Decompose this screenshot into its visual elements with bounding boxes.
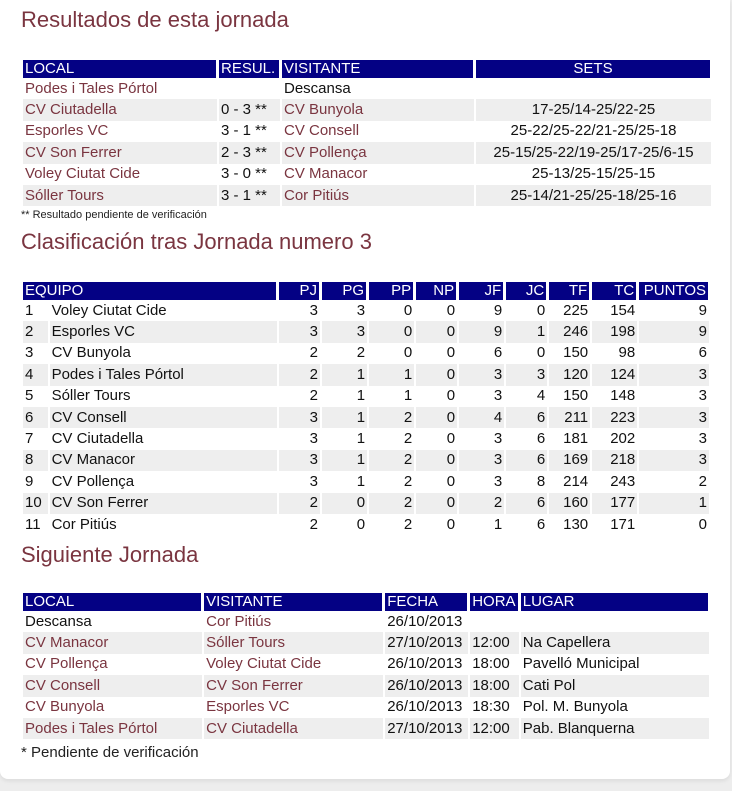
visitor-team-link[interactable]: CV Manacor (284, 165, 368, 183)
standings-row (23, 471, 709, 492)
stat-pp: 2 (369, 450, 414, 471)
visitor-team-link[interactable]: CV Pollença (282, 142, 474, 163)
match-date: 26/10/2013 (387, 655, 463, 673)
table-row (23, 164, 711, 185)
stat-pj: 2 (309, 515, 319, 533)
match-time (470, 611, 519, 632)
stat-pg: 3 (322, 321, 367, 342)
stat-jc: 6 (536, 430, 546, 448)
team-name: Cor Pitiús (51, 515, 117, 533)
visitor-team-link[interactable]: Sóller Tours (204, 632, 383, 653)
bye-label: Descansa (25, 612, 92, 630)
stat-pts: 3 (639, 407, 709, 428)
fixture-row (23, 611, 709, 632)
fixture-row (23, 697, 709, 718)
col-header-sets: SETS (476, 60, 711, 78)
stat-tf: 130 (563, 515, 589, 533)
results-table (21, 60, 713, 206)
stat-pg: 1 (322, 407, 367, 428)
stat-pts: 3 (639, 450, 709, 471)
standings-row (23, 514, 709, 535)
stat-np: 0 (446, 515, 456, 533)
match-date: 26/10/2013 (387, 612, 463, 630)
match-time: 18:00 (472, 655, 510, 673)
stat-np: 0 (416, 364, 457, 385)
team-name: Voley Ciutat Cide (51, 301, 167, 319)
stat-pts: 0 (698, 515, 707, 533)
set-scores (476, 78, 711, 99)
match-time: 12:00 (470, 632, 519, 653)
table-row (23, 121, 711, 142)
col-header-local: LOCAL (23, 593, 202, 611)
stat-jc: 0 (536, 344, 546, 362)
stat-np: 0 (416, 321, 457, 342)
stat-pp: 0 (369, 321, 414, 342)
fixture-row (23, 654, 709, 675)
bye-label: Descansa (284, 79, 351, 97)
stat-tc: 148 (610, 387, 636, 405)
table-row (23, 185, 711, 206)
local-team-link[interactable]: Podes i Tales Pórtol (23, 718, 202, 739)
col-header-visitor: VISITANTE (282, 60, 474, 78)
local-team-link[interactable]: CV Manacor (23, 632, 202, 653)
standings-row (23, 321, 709, 342)
fixture-row (23, 675, 709, 696)
stat-pg: 1 (322, 450, 367, 471)
stat-tf: 225 (563, 301, 589, 319)
table-row (23, 99, 711, 120)
position: 4 (23, 364, 48, 385)
col-header-visitor: VISITANTE (204, 593, 383, 611)
standings-row (23, 407, 709, 428)
standings-row (23, 343, 709, 364)
stat-pj: 3 (279, 407, 320, 428)
local-team-link[interactable]: CV Pollença (25, 655, 108, 673)
stat-tc: 202 (610, 430, 636, 448)
results-footnote: ** Resultado pendiente de verificación (21, 209, 207, 221)
stat-pg: 1 (356, 387, 366, 405)
table-row (23, 78, 711, 99)
stat-tc: 218 (592, 450, 637, 471)
standings-title: Clasificación tras Jornada numero 3 (21, 229, 372, 254)
stat-jc: 1 (506, 321, 547, 342)
stat-pj: 2 (279, 364, 320, 385)
stat-pj: 3 (279, 450, 320, 471)
team-name: CV Pollença (51, 472, 135, 490)
stat-jf: 4 (459, 407, 504, 428)
stat-pts: 3 (698, 430, 707, 448)
stat-tc: 124 (592, 364, 637, 385)
results-body (23, 78, 711, 206)
team-name: Podes i Tales Pórtol (50, 364, 277, 385)
stat-pts: 3 (639, 364, 709, 385)
stat-np: 0 (446, 344, 456, 362)
stat-pp: 1 (369, 364, 414, 385)
next-round-footnote: * Pendiente de verificación (21, 744, 199, 761)
col-header-pj: PJ (279, 282, 320, 300)
stat-pp: 0 (403, 301, 413, 319)
stat-jc: 4 (536, 387, 546, 405)
stat-pp: 2 (369, 493, 414, 514)
stat-tf: 150 (563, 344, 589, 362)
local-team-link[interactable]: CV Consell (23, 675, 202, 696)
visitor-team-link[interactable]: CV Ciutadella (204, 718, 383, 739)
stat-pts: 3 (698, 387, 707, 405)
stat-pj: 2 (279, 493, 320, 514)
match-date: 27/10/2013 (385, 632, 468, 653)
match-venue: Pab. Blanquerna (521, 718, 709, 739)
stat-jc: 0 (536, 301, 546, 319)
standings-row (23, 300, 709, 321)
set-scores: 25-22/25-22/21-25/25-18 (510, 122, 677, 140)
col-header-pg: PG (322, 282, 367, 300)
visitor-team-link[interactable]: Cor Pitiús (282, 185, 474, 206)
stat-jc: 6 (506, 450, 547, 471)
stat-np: 0 (446, 301, 456, 319)
next-round-body (23, 611, 709, 739)
stat-pts: 9 (639, 321, 709, 342)
col-header-team: EQUIPO (23, 282, 277, 300)
team-name: CV Manacor (50, 450, 277, 471)
position: 5 (25, 387, 34, 405)
standings-body (23, 300, 709, 535)
stat-pg: 3 (356, 301, 366, 319)
stat-tc: 177 (592, 493, 637, 514)
stat-np: 0 (416, 450, 457, 471)
stat-pj: 3 (309, 301, 319, 319)
table-row (23, 142, 711, 163)
match-result (219, 78, 280, 99)
stat-jc: 3 (506, 364, 547, 385)
position: 9 (25, 472, 34, 490)
visitor-team-link[interactable]: CV Consell (284, 122, 360, 140)
col-header-jf: JF (459, 282, 504, 300)
local-team-link[interactable]: CV Son Ferrer (23, 142, 217, 163)
match-venue (521, 611, 709, 632)
local-team-link[interactable]: CV Bunyola (25, 698, 105, 716)
set-scores: 25-14/21-25/25-18/25-16 (476, 185, 711, 206)
stat-pj: 2 (309, 387, 319, 405)
stat-jf: 3 (493, 430, 503, 448)
position: 6 (23, 407, 48, 428)
local-team-link[interactable]: CV Ciutadella (23, 99, 217, 120)
stat-jc: 8 (536, 472, 546, 490)
stat-np: 0 (446, 472, 456, 490)
stat-jc: 6 (536, 515, 546, 533)
match-result: 2 - 3 ** (219, 142, 280, 163)
stat-pj: 3 (309, 472, 319, 490)
stat-tf: 246 (549, 321, 590, 342)
results-header-row (23, 60, 711, 78)
match-time: 12:00 (470, 718, 519, 739)
team-name: CV Ciutadella (51, 430, 144, 448)
results-title: Resultados de esta jornada (21, 7, 289, 32)
stat-pts: 1 (639, 493, 709, 514)
stat-tc: 198 (592, 321, 637, 342)
stat-tf: 120 (549, 364, 590, 385)
stat-tf: 211 (549, 407, 590, 428)
local-team-link[interactable]: Sóller Tours (23, 185, 217, 206)
stat-np: 0 (416, 407, 457, 428)
stat-pg: 1 (322, 364, 367, 385)
stat-tc: 243 (610, 472, 636, 490)
match-result: 3 - 1 ** (219, 185, 280, 206)
stat-jc: 6 (506, 407, 547, 428)
stat-pg: 2 (356, 344, 366, 362)
stat-tc: 223 (592, 407, 637, 428)
fixture-row (23, 632, 709, 653)
standings-row (23, 386, 709, 407)
col-header-local: LOCAL (23, 60, 217, 78)
stat-pg: 1 (356, 430, 366, 448)
stat-jf: 9 (459, 321, 504, 342)
position: 3 (25, 344, 34, 362)
next-round-header-row (23, 593, 709, 611)
position: 8 (23, 450, 48, 471)
stat-pts: 9 (698, 301, 707, 319)
stat-jf: 9 (493, 301, 503, 319)
position: 1 (25, 301, 34, 319)
standings-header-row (23, 282, 709, 300)
match-result: 3 - 1 ** (221, 122, 267, 140)
match-date: 27/10/2013 (385, 718, 468, 739)
match-venue: Cati Pol (521, 675, 709, 696)
stat-pj: 3 (309, 430, 319, 448)
match-time: 18:00 (470, 675, 519, 696)
team-name: Esporles VC (50, 321, 277, 342)
stat-tc: 171 (610, 515, 636, 533)
stat-pp: 0 (403, 344, 413, 362)
stat-jf: 2 (459, 493, 504, 514)
stat-jf: 3 (459, 450, 504, 471)
stat-tc: 98 (618, 344, 636, 362)
stat-jf: 3 (459, 364, 504, 385)
local-team-link[interactable]: Esporles VC (25, 122, 109, 140)
stat-jf: 3 (493, 387, 503, 405)
col-header-time: HORA (470, 593, 519, 611)
stat-pj: 3 (279, 321, 320, 342)
standings-row (23, 450, 709, 471)
stat-pj: 2 (309, 344, 319, 362)
standings-row (23, 428, 709, 449)
col-header-points: PUNTOS (639, 282, 709, 300)
stat-tf: 169 (549, 450, 590, 471)
set-scores: 17-25/14-25/22-25 (476, 99, 711, 120)
col-header-np: NP (416, 282, 457, 300)
stat-pts: 2 (698, 472, 707, 490)
standings-table (21, 282, 711, 535)
position: 10 (23, 493, 48, 514)
set-scores: 25-13/25-15/25-15 (531, 165, 656, 183)
stat-pg: 0 (322, 493, 367, 514)
stat-pp: 1 (403, 387, 413, 405)
match-venue: Pavelló Municipal (522, 655, 640, 673)
team-name: CV Consell (50, 407, 277, 428)
stat-pp: 2 (369, 407, 414, 428)
match-result: 0 - 3 ** (219, 99, 280, 120)
stat-jf: 6 (493, 344, 503, 362)
stat-pts: 6 (698, 344, 707, 362)
standings-row (23, 364, 709, 385)
stat-pp: 2 (403, 472, 413, 490)
stat-pg: 0 (356, 515, 366, 533)
team-name: Sóller Tours (51, 387, 131, 405)
visitor-team-link[interactable]: Esporles VC (206, 698, 290, 716)
stat-np: 0 (446, 387, 456, 405)
col-header-pp: PP (369, 282, 414, 300)
stat-pp: 2 (403, 430, 413, 448)
next-round-title: Siguiente Jornada (21, 542, 199, 567)
col-header-result: RESUL. (219, 60, 280, 78)
stat-tf: 160 (549, 493, 590, 514)
visitor-team-link[interactable]: Cor Pitiús (206, 612, 272, 630)
position: 7 (25, 430, 34, 448)
stat-tc: 154 (610, 301, 636, 319)
local-team-link[interactable]: Voley Ciutat Cide (25, 165, 141, 183)
col-header-jc: JC (506, 282, 547, 300)
col-header-tc: TC (592, 282, 637, 300)
team-name: CV Bunyola (51, 344, 131, 362)
col-header-date: FECHA (385, 593, 468, 611)
stat-jf: 3 (493, 472, 503, 490)
match-date: 26/10/2013 (385, 675, 468, 696)
stat-pp: 2 (403, 515, 413, 533)
visitor-team-link[interactable]: CV Bunyola (282, 99, 474, 120)
match-time: 18:30 (472, 698, 510, 716)
stat-np: 0 (416, 493, 457, 514)
fixture-row (23, 718, 709, 739)
match-venue: Na Capellera (521, 632, 709, 653)
visitor-team-link[interactable]: Voley Ciutat Cide (206, 655, 322, 673)
stat-tf: 214 (563, 472, 589, 490)
next-round-table (21, 593, 711, 739)
col-header-place: LUGAR (521, 593, 709, 611)
stat-tf: 150 (563, 387, 589, 405)
stat-pg: 1 (356, 472, 366, 490)
match-date: 26/10/2013 (387, 698, 463, 716)
match-result: 3 - 0 ** (221, 165, 267, 183)
col-header-tf: TF (549, 282, 590, 300)
set-scores: 25-15/25-22/19-25/17-25/6-15 (476, 142, 711, 163)
local-team-link[interactable]: Podes i Tales Pórtol (25, 79, 158, 97)
stat-jf: 1 (493, 515, 503, 533)
standings-row (23, 493, 709, 514)
stat-tf: 181 (563, 430, 589, 448)
visitor-team-link[interactable]: CV Son Ferrer (204, 675, 383, 696)
position: 11 (25, 515, 41, 533)
stat-jc: 6 (506, 493, 547, 514)
team-name: CV Son Ferrer (50, 493, 277, 514)
position: 2 (23, 321, 48, 342)
match-venue: Pol. M. Bunyola (522, 698, 628, 716)
stat-np: 0 (446, 430, 456, 448)
